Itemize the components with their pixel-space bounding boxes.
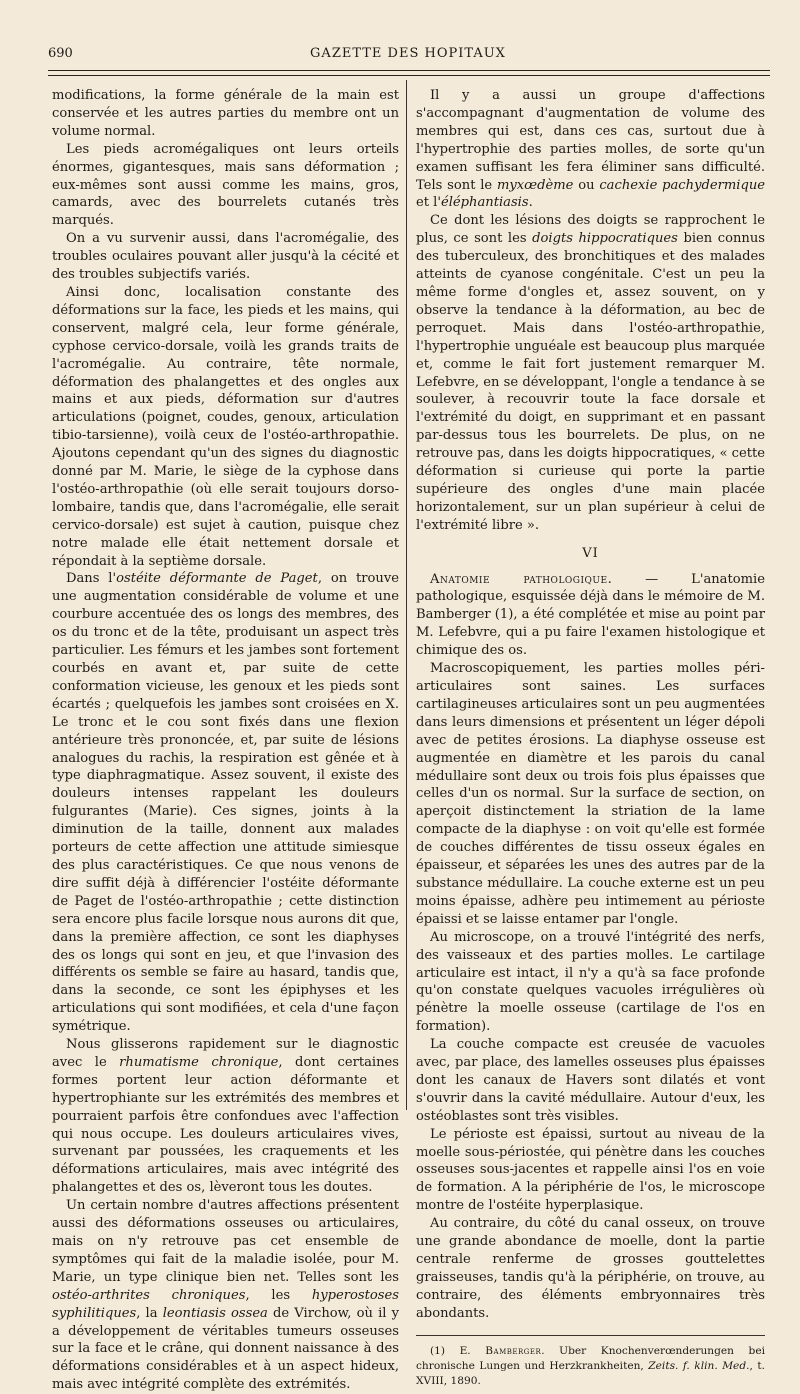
author-name: Bamberger	[485, 1344, 542, 1357]
section-subtitle: Anatomie pathologique.	[430, 571, 613, 587]
italic-term: rhumatisme chronique	[119, 1054, 279, 1070]
right-column	[416, 87, 765, 1389]
paragraph	[52, 1036, 399, 1197]
text-run: , on trouve une augmentation considérable de volume et une courbure accentuée des os longs des membres, des os du tronc et de la tête, produisant un aspect très particulier. Les fémurs et les jambes sont fortement courbés en avant et, par suite de cette conformation vicieuse, les genoux et les pieds sont écartés ; quelquefois les jambes sont croisées en X. Le tronc et le cou sont fixés dans une flexion antérieure très prononcée, et, par suite de lésions analogues du rachis, la respiration est gênée et à type diaphragmatique. Assez souvent, il existe des douleurs intenses rappelant les douleurs fulgurantes (Marie). Ces signes, joints à la diminution de la taille, donnent aux malades porteurs de cette affection une attitude simiesque des plus caractéristiques. Ce que nous venons de dire suffit déjà à différencier l'ostéite déformante de Paget de l'ostéo-arthropathie ; cette distinction sera encore plus facile lorsque nous aurons dit que, dans la première affection, ce sont les diaphyses des os longs qui sont en jeu, et que l'invasion des différents os semble se faire au hasard, tandis que, dans la seconde, ce sont les épiphyses et les articulations qui sont modifiées, et cela d'une façon symétrique.	[52, 571, 399, 1035]
page-number: 690	[48, 46, 73, 61]
paragraph	[416, 571, 765, 661]
page-header	[48, 46, 768, 68]
journal-title: GAZETTE DES HOPITAUX	[310, 46, 506, 61]
section-heading: VI	[582, 545, 599, 561]
italic-term: hyperostoses syphilitiques	[52, 1287, 399, 1321]
italic-term: Zeits. f. klin. Med.	[648, 1359, 750, 1372]
paragraph: Le périoste est épaissi, surtout au niveau de la moelle sous-périostée, qui pénètre dans les couches osseuses sous-jacentes et rappelle ainsi l'os en voie de formation. A la périphérie de l'os, le microscope montre de l'ostéite hyperplasique.	[416, 1126, 765, 1214]
paragraph	[416, 212, 765, 534]
text-run: ou	[573, 177, 600, 193]
text-run: de Virchow, où il y a développement de véritables tumeurs osseuses sur la face et le crâne, qui donnent naissance à des déformations considérables et à un aspect hideux, mais avec intégrité complète des extrémités.	[52, 1305, 399, 1393]
text-run: . Uber Knochenverœnderungen bei chronische Lungen und Herzkrankheiten,	[416, 1344, 765, 1372]
header-rule-thin	[48, 75, 770, 76]
paragraph: Les pieds acromégaliques ont leurs orteils énormes, gigantesques, mais sans déformation ; eux-mêmes sont aussi comme les mains, gros, camards, avec des bourrelets cutanés très marqués.	[52, 141, 399, 229]
italic-term: ostéo-arthrites chroniques	[52, 1287, 246, 1303]
footnote-rule	[416, 1335, 765, 1336]
italic-term: ostéite déformante de Paget	[116, 571, 318, 587]
italic-term: doigts hippocratiques	[532, 231, 678, 247]
paragraph: La couche compacte est creusée de vacuoles avec, par place, des lamelles osseuses plus épaisses dont les canaux de Havers sont dilatés et vont s'ouvrir dans la cavité médullaire. Autour d'eux, les ostéoblastes sont très visibles.	[416, 1037, 765, 1124]
text-run: bien connus des tuberculeux, des bronchitiques et des malades atteints de cyanose congénitale. C'est un peu la même forme d'ongles et, assez souvent, on y observe la tendance à la déformation, au bec de perroquet. Mais dans l'ostéo-arthropathie, l'hypertrophie unguéale est beaucoup plus marquée et, comme le fait fort justement remarquer M. Lefebvre, en se développant, l'ongle a tendance à se soulever, à recouvrir toute la face dorsale et l'extrémité du doigt, en supprimant et en passant par-dessus tous les bourrelets. De plus, on ne retrouve pas, dans les doigts hippocratiques, « cette déformation si curieuse qui porte la partie supérieure des ongles d'une main placée horizontalement, sur un plan supérieur à celui de l'extrémité libre ».	[416, 231, 765, 533]
paragraph	[416, 87, 765, 212]
paragraph: Ainsi donc, localisation constante des déformations sur la face, les pieds et les mains, qui conservent, malgré cela, leur forme générale, cyphose cervico-dorsale, voilà les grands traits de l'acromégalie. Au contraire, tête normale, déformation des phalangettes et des ongles aux mains et aux pieds, déformation sur d'autres articulations (poignet, coudes, genoux, articulation tibio-tarsienne), voilà ceux de l'ostéo-arthropathie. Ajoutons cependant qu'un des signes du diagnostic donné par M. Marie, le siège de la cyphose dans l'ostéo-arthropathie (où elle serait toujours dorso-lombaire, tandis que, dans l'acromégalie, elle serait cervico-dorsale) est sujet à caution, puisque chez notre malade elle était nettement dorsale et répondait à la septième dorsale.	[52, 284, 399, 569]
italic-term: cachexie pachydermique	[599, 177, 766, 193]
italic-term: leontiasis ossea	[162, 1305, 268, 1321]
header-rule	[48, 70, 770, 71]
paragraph: Au microscope, on a trouvé l'intégrité des nerfs, des vaisseaux et des parties molles. Le cartilage articulaire est intact, il n'y a qu'à sa face profonde qu'on constate quelques vacuoles irrégulières où pénètre la moelle osseuse (cartilage de l'os en formation).	[416, 929, 765, 1035]
text-run: Nous glisserons rapidement sur le diagnostic avec le	[52, 1037, 399, 1070]
text-run: , t. XVIII, 1890.	[416, 1359, 765, 1387]
paragraph: modifications, la forme générale de la main est conservée et les autres parties du membre ont un volume normal.	[52, 88, 399, 139]
text-run: (1) E.	[430, 1344, 486, 1357]
left-column	[52, 87, 399, 1394]
text-run: et l'	[416, 195, 441, 211]
paragraph: Macroscopiquement, les parties molles péri-articulaires sont saines. Les surfaces cartilagineuses articulaires sont un peu augmentées dans leurs dimensions et présentent un léger dépoli avec de petites érosions. La diaphyse osseuse est augmentée en diamètre et les parois du canal médullaire sont deux ou trois fois plus épaisses que celles d'un os normal. Sur la surface de section, on aperçoit distinctement la striation de la lame compacte de la diaphyse : on voit qu'elle est formée de couches différentes de tissu osseux égales en épaisseur, et séparées les unes des autres par de la substance médullaire. La couche externe est un peu moins épaisse, adhère peu intimement au périoste épaissi et se laisse entamer par l'ongle.	[416, 661, 765, 927]
footnote	[416, 1344, 765, 1389]
text-run: Ce dont les lésions des doigts se rapprochent le plus, ce sont les	[416, 213, 765, 247]
column-divider	[406, 80, 407, 1110]
paragraph: On a vu survenir aussi, dans l'acromégalie, des troubles oculaires pouvant aller jusqu'à la cécité et des troubles subjectifs variés.	[52, 231, 399, 283]
text-run: , dont certaines formes portent leur action déformante et hypertrophiante sur les extrémités des membres et pourraient parfois être confondues avec l'affection qui nous occupe. Les douleurs articulaires vives, survenant par poussées, les craquements et les déformations articulaires, mais avec intégrité des phalangettes et des os, lèveront tous les doutes.	[52, 1054, 399, 1196]
text-run: Un certain nombre d'autres affections présentent aussi des déformations osseuses ou articulaires, mais on n'y retrouve pas cet ensemble de symptômes qui fait de la maladie isolée, pour M. Marie, un type clinique bien net. Telles sont les	[52, 1198, 399, 1285]
text-run: , la	[136, 1305, 163, 1321]
text-run: , les	[245, 1287, 312, 1303]
text-run: — L'anatomie pathologique, esquissée déjà dans le mémoire de M. Bamberger (1), a été complétée et mise au point par M. Lefebvre, qui a pu faire l'examen histologique et chimique des os.	[416, 571, 765, 659]
paragraph	[52, 570, 399, 1036]
text-run: Il y a aussi un groupe d'affections s'accompagnant d'augmentation de volume des membres qui est, dans ces cas, surtout due à l'hypertrophie des parties molles, de sorte qu'un examen suffisant les fera éliminer sans difficulté. Tels sont le	[416, 88, 765, 193]
text-run: Dans l'	[66, 571, 117, 587]
italic-term: myxœdème	[496, 177, 574, 193]
paragraph: Au contraire, du côté du canal osseux, on trouve une grande abondance de moelle, dont la partie centrale renferme de grosses gouttelettes graisseuses, tandis qu'à la périphérie, on trouve, au contraire, des éléments embryonnaires très abondants.	[416, 1216, 765, 1321]
italic-term: éléphantiasis	[440, 195, 529, 211]
paragraph	[52, 1197, 399, 1394]
text-run: .	[528, 195, 533, 211]
